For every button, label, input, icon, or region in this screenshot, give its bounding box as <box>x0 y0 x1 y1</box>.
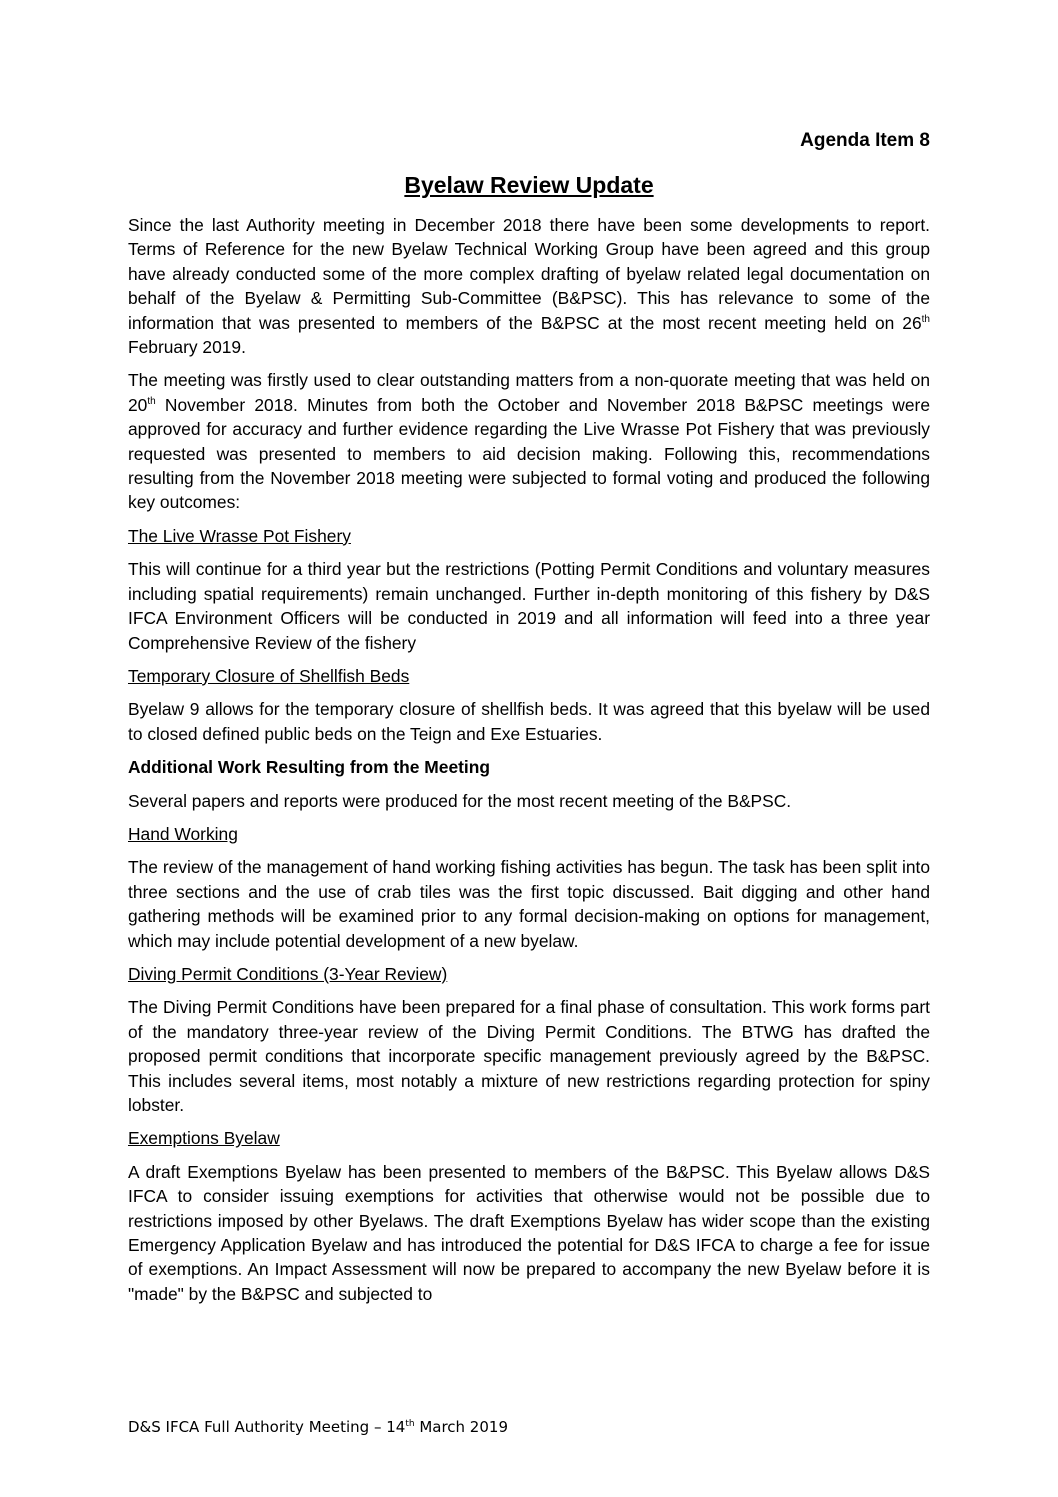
diving-permit-heading: Diving Permit Conditions (3-Year Review) <box>128 963 448 984</box>
agenda-item-label: Agenda Item 8 <box>800 130 930 151</box>
page-footer: D&S IFCA Full Authority Meeting – 14th March 2019 <box>128 1418 508 1436</box>
closure-heading: Temporary Closure of Shellfish Beds <box>128 665 410 686</box>
wrasse-paragraph: This will continue for a third year but the restrictions (Potting Permit Conditions and voluntary measures including spatial requirements) remain unchanged. Further in-depth monitoring of this fishery by D&S IFCA Environment Officers will be conducted in 2019 and all information will feed into a three year Comprehensive Review of the fishery <box>128 559 930 653</box>
diving-permit-paragraph: The Diving Permit Conditions have been prepared for a final phase of consultation. This work forms part of the mandatory three-year review of the Diving Permit Conditions. The BTWG has drafted the proposed permit conditions that incorporate specific management previously agreed by the B&PSC. This includes several items, most notably a mixture of new restrictions regarding protection for spiny lobster. <box>128 997 930 1115</box>
intro-paragraph: Since the last Authority meeting in December 2018 there have been some developments to report. Terms of Reference for the new Byelaw Technical Working Group have been agreed and this group have already conducted some of the more complex drafting of byelaw related legal documentation on behalf of the Byelaw & Permitting Sub-Committee (B&PSC). This has relevance to some of the information that was presented to members of the B&PSC at the most recent meeting held on 26th February 2019. <box>128 215 930 358</box>
hand-working-heading: Hand Working <box>128 823 238 844</box>
exemptions-paragraph: A draft Exemptions Byelaw has been presented to members of the B&PSC. This Byelaw allows D&S IFCA to consider issuing exemptions for activities that otherwise would not be possible due to restrictions imposed by other Byelaws. The draft Exemptions Byelaw has wider scope than the existing Emergency Application Byelaw and has introduced the potential for D&S IFCA to charge a fee for issue of exemptions. An Impact Assessment will now be prepared to accompany the new Byelaw before it is "made" by the B&PSC and subjected to <box>128 1161 930 1304</box>
closure-paragraph: Byelaw 9 allows for the temporary closure of shellfish beds. It was agreed that this byelaw will be used to closed defined public beds on the Teign and Exe Estuaries. <box>128 699 930 744</box>
additional-work-paragraph: Several papers and reports were produced for the most recent meeting of the B&PSC. <box>128 790 792 811</box>
document-body <box>128 213 930 1315</box>
additional-work-heading: Additional Work Resulting from the Meeting <box>128 757 490 778</box>
exemptions-heading: Exemptions Byelaw <box>128 1128 280 1149</box>
hand-working-paragraph: The review of the management of hand working fishing activities has begun. The task has been split into three sections and the use of crab tiles was the first topic discussed. Bait digging and other hand gathering methods will be examined prior to any formal decision-making on options for management, which may include potential development of a new byelaw. <box>128 857 930 951</box>
document-title: Byelaw Review Update <box>404 172 654 198</box>
wrasse-heading: The Live Wrasse Pot Fishery <box>128 525 351 546</box>
meeting-paragraph: The meeting was firstly used to clear outstanding matters from a non-quorate meeting that was held on 20th November 2018. Minutes from both the October and November 2018 B&PSC meetings were approved for accuracy and further evidence regarding the Live Wrasse Pot Fishery that was previously requested was presented to members to aid decision making. Following this, recommendations resulting from the November 2018 meeting were subjected to formal voting and produced the following key outcomes: <box>128 370 930 513</box>
